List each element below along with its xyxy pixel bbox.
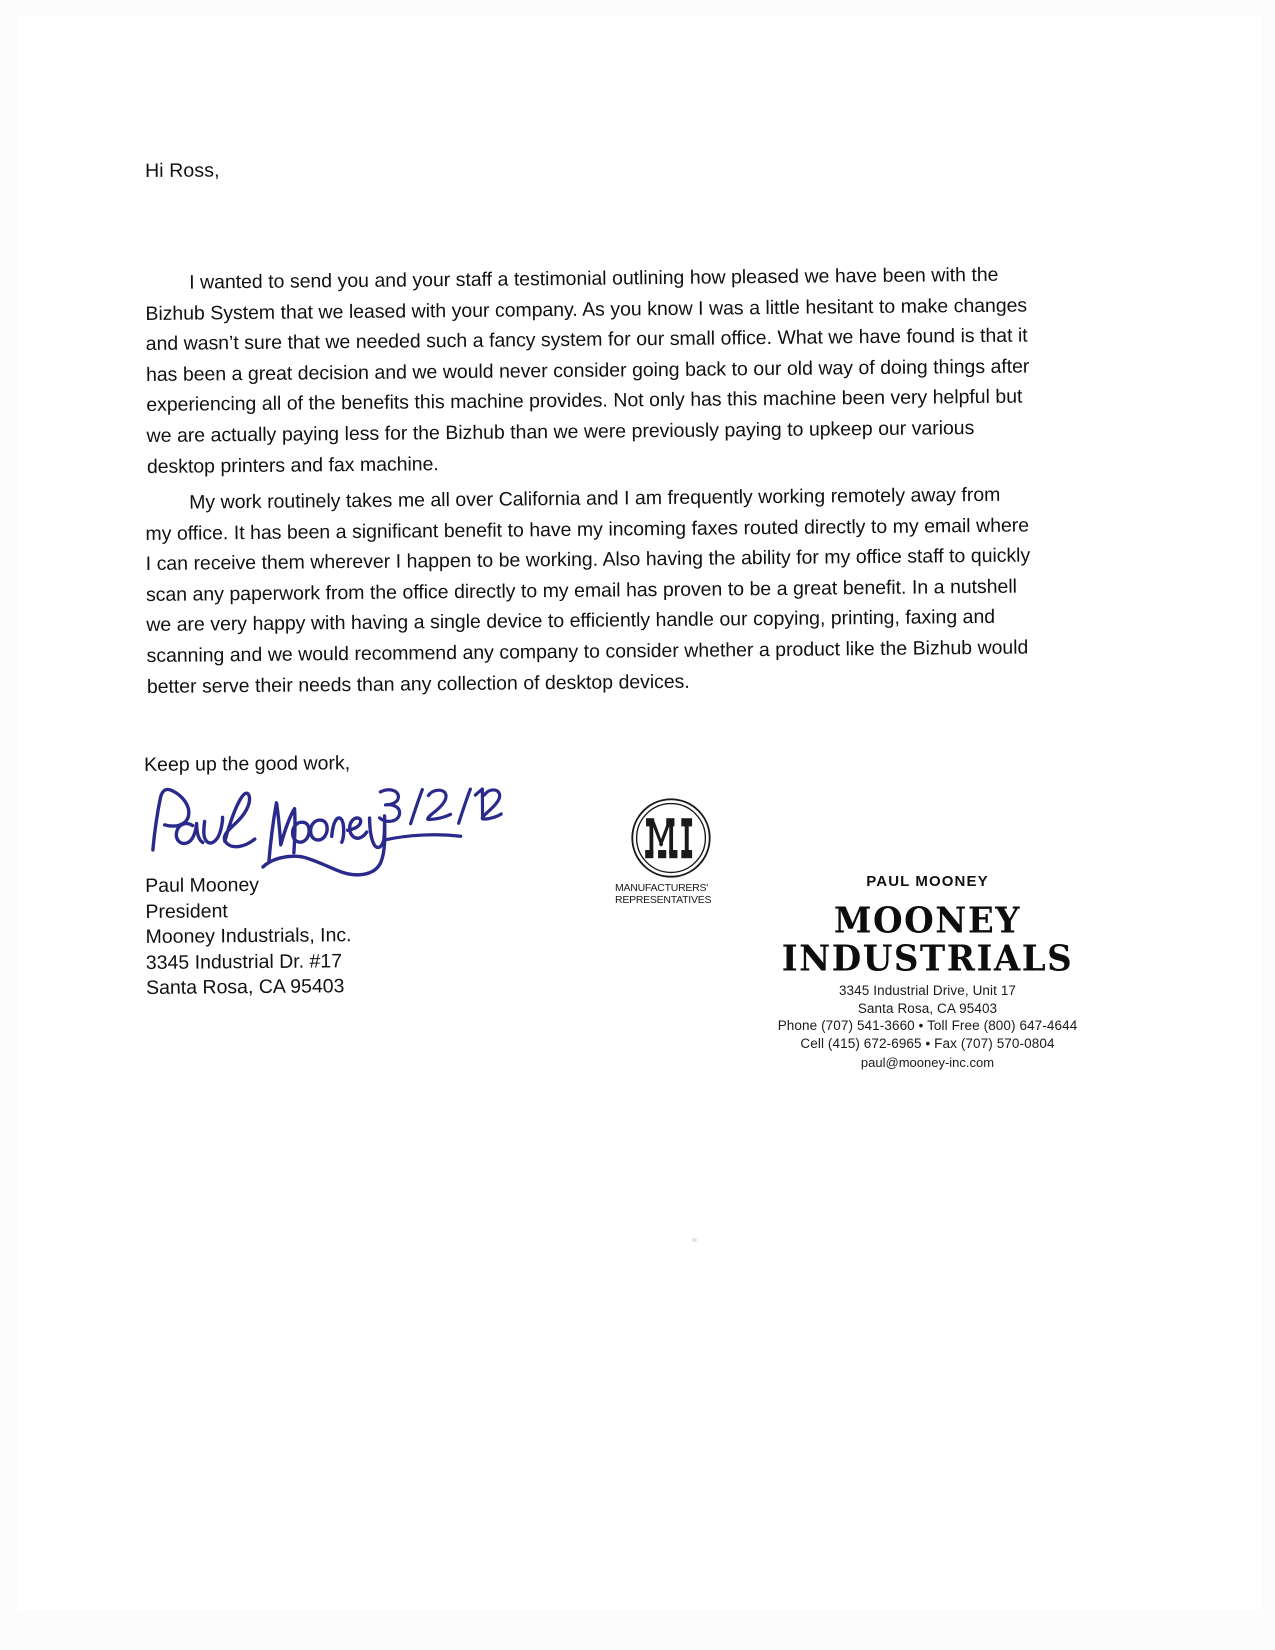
letterhead-address-line-1: 3345 Industrial Drive, Unit 17 (838, 983, 1017, 998)
signer-company: Mooney Industrials, Inc. (145, 924, 352, 948)
mi-monogram-icon (628, 795, 714, 881)
mi-logo-block (607, 795, 735, 906)
mi-caption-line-1: MANUFACTURERS' (615, 882, 709, 894)
mi-logo-caption (615, 883, 735, 906)
signer-city-state-zip: Santa Rosa, CA 95403 (145, 975, 345, 999)
closing-block (144, 748, 566, 1001)
signer-title: President (145, 899, 228, 923)
signer-identity-block (145, 870, 566, 1001)
signature-zone (144, 775, 545, 870)
closing-salutation: Keep up the good work, (144, 752, 351, 776)
signer-street: 3345 Industrial Dr. #17 (145, 949, 343, 974)
signer-name: Paul Mooney (145, 874, 260, 897)
scan-artifact-speck (692, 1238, 697, 1242)
body-paragraph-2: My work routinely takes me all over California and I am frequently working remotely away from my office. It has been a significant benefit to have my incoming faxes routed directly to my email where I can receive them wherever I happen to be working. Also having the ability for my office staff to quickly scan any paperwork from the office directly to my email has proven to be a great benefit. In a nutshell we are very happy with having a single device to efficiently handle our copying, printing, faxing and scanning and we would recommend any company to consider whether a product like the Bizhub would better serve their needs than any collection of desktop devices. (145, 483, 1031, 698)
scan-edge-right (1261, 0, 1275, 1650)
letterhead-email: paul@mooney-inc.com (860, 1055, 995, 1070)
letterhead-company-name: MOONEY INDUSTRIALS (781, 900, 1074, 980)
letter-body (145, 158, 1040, 698)
body-paragraph-1: I wanted to send you and your staff a testimonial outlining how pleased we have been with the Bizhub System that we leased with your company. As you know I was a little hesitant to make changes and wasn’t sure that we needed such a fancy system for our small office. What we have found is that it has been a great decision and we would never consider going back to our old way of doing things after experiencing all of the benefits this machine provides. Not only has this machine been very helpful but we are actually paying less for the Bizhub than we were previously paying to upkeep our various desktop printers and fax machine. (145, 263, 1030, 478)
scan-edge-bottom (0, 1610, 1275, 1650)
letterhead-address-line-2: Santa Rosa, CA 95403 (857, 1000, 998, 1016)
mi-caption-line-2: REPRESENTATIVES (615, 893, 712, 906)
handwritten-signature (140, 773, 471, 881)
letterhead-details (750, 873, 1105, 1072)
letterhead-contact-name: PAUL MOONEY (866, 873, 989, 890)
letterhead-phone-line: Phone (707) 541-3660 • Toll Free (800) 647-4644 (777, 1018, 1078, 1033)
scan-edge-left (0, 0, 18, 1650)
salutation: Hi Ross, (145, 159, 220, 182)
letterhead-cell-fax-line: Cell (415) 672-6965 • Fax (707) 570-0804 (800, 1035, 1055, 1051)
scan-edge-top (0, 0, 1275, 16)
handwritten-date (372, 781, 503, 852)
